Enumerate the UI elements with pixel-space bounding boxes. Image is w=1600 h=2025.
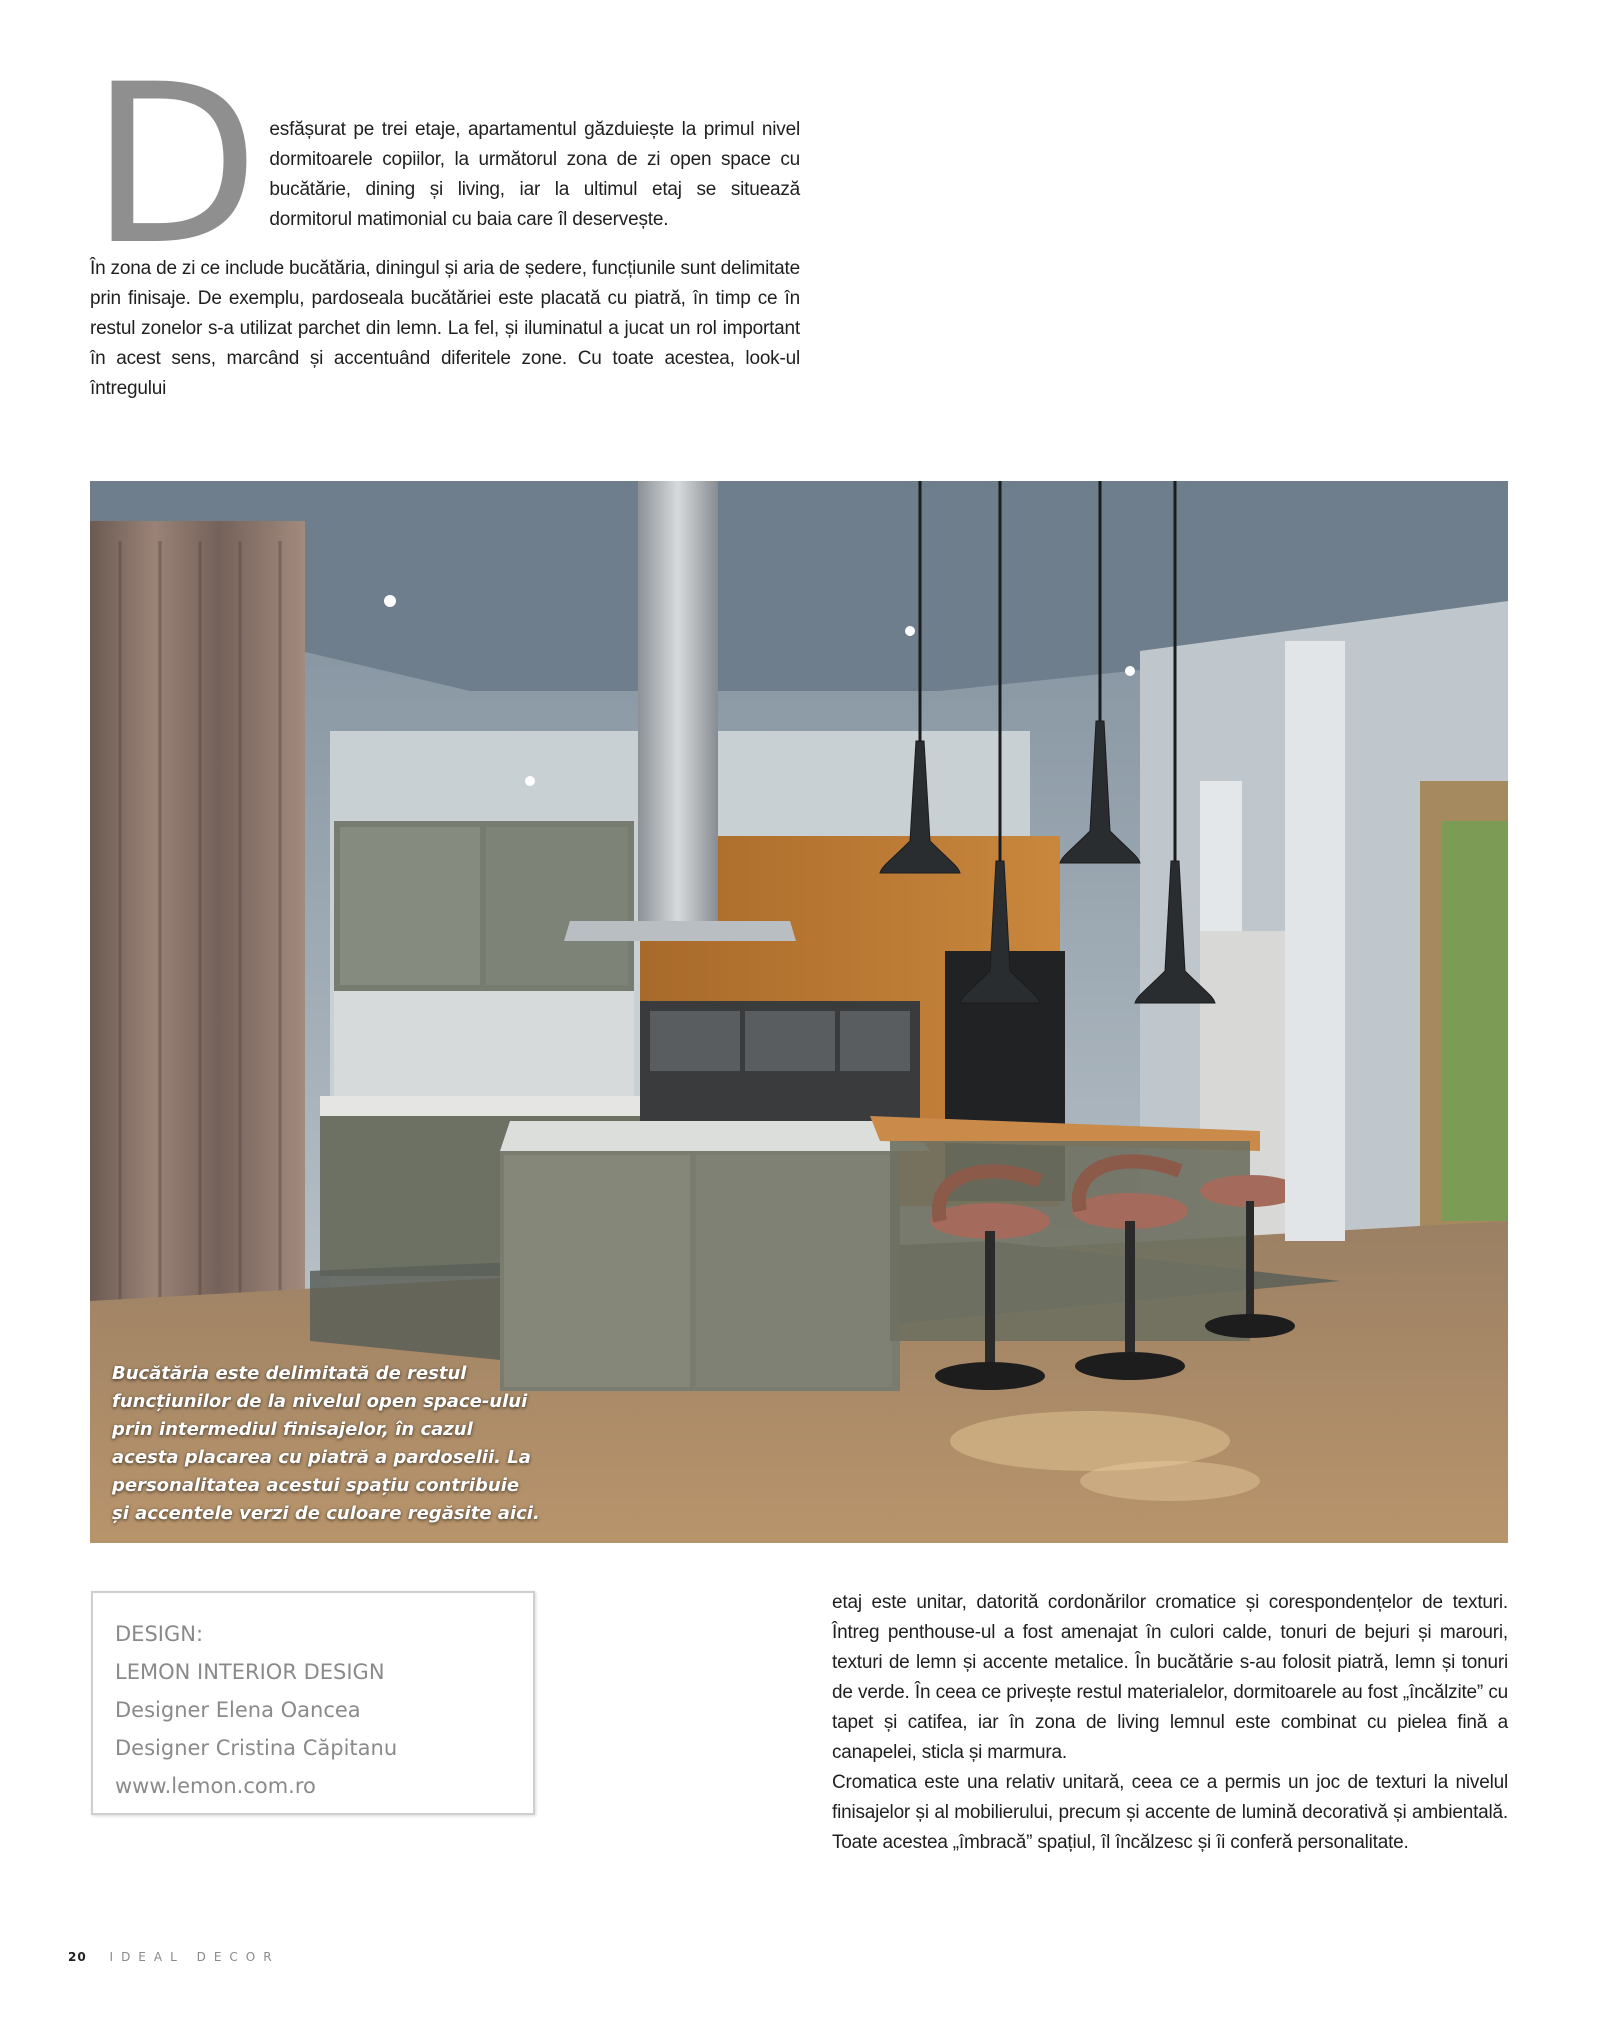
credits-heading: DESIGN: [115, 1622, 204, 1646]
continuation-paragraph-2: Cromatica este una relativ unitară, ceea ce a permis un joc de texturi la nivelul finisajelor și al mobilierului, precum și accente de lumină decorativă și ambientală. Toate acestea „îmbracă” spațiul, îl încălzesc și îi conferă personalitate. [832, 1772, 1508, 1853]
kitchen-photo [90, 481, 1508, 1543]
magazine-name: IDEAL DECOR [109, 1950, 280, 1964]
drop-cap: D [90, 37, 260, 293]
page-footer [68, 1950, 280, 1964]
article-intro [90, 37, 800, 404]
article-continuation [832, 1588, 1508, 1858]
continuation-paragraph-1: etaj este unitar, datorită cordonărilor cromatice și corespondențelor de texturi. Întreg penthouse-ul a fost amenajat în culori calde, tonuri de bejuri și marouri, texturi de lemn și accente metalice. În bucătărie s-au folosit piatră, lemn și tonuri de verde. În ceea ce privește restul materialelor, dormitoarele au fost „încălzite” cu tapet și catifea, iar în zona de living lemnul este combinat cu pielea fină a canapelei, sticla și marmura. [832, 1592, 1508, 1763]
credits-website[interactable]: www.lemon.com.ro [115, 1774, 316, 1798]
credits-designer-2: Designer Cristina Căpitanu [115, 1736, 398, 1760]
design-credits-box [91, 1591, 535, 1815]
page-number: 20 [68, 1950, 87, 1964]
photo-caption: Bucătăria este delimitată de restul funcțiunilor de la nivelul open space-ului prin intermediul finisajelor, în cazul acesta placarea cu piatră a pardoselii. La personalitatea acestui spațiu contribuie și accentele verzi de culoare regăsite aici. [112, 1363, 540, 1524]
credits-designer-1: Designer Elena Oancea [115, 1698, 361, 1722]
credits-studio: LEMON INTERIOR DESIGN [115, 1660, 385, 1684]
lead-paragraph: În zona de zi ce include bucătăria, diningul și aria de ședere, funcțiunile sunt delimitate prin finisaje. De exemplu, pardoseala bucătăriei este placată cu piatră, în timp ce în restul zonelor s-a utilizat parchet din lemn. La fel, și iluminatul a jucat un rol important în acest sens, marcând și accentuând diferitele zone. Cu toate acestea, look-ul întregului [90, 258, 800, 399]
intro-paragraph: esfășurat pe trei etaje, apartamentul găzduiește la primul nivel dormitoarele copiilor, la următorul zona de zi open space cu bucătărie, dining și living, iar la ultimul etaj se situează dormitorul matimonial cu baia care îl deservește. [269, 119, 800, 230]
